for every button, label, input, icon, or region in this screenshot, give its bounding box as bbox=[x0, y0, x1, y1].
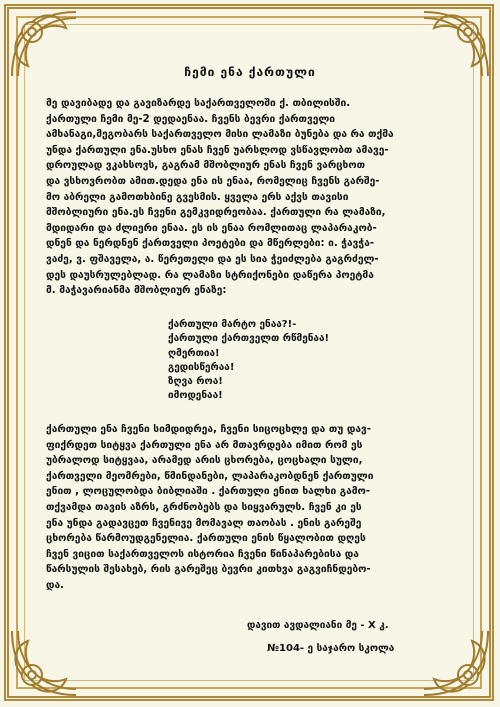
text-line: ამხანაგი,მეგობარს საქართველო მისი ლამაზი ბუნება და რა თქმა bbox=[46, 129, 394, 141]
text-line: მე დავიბადე და გავიზარდე საქართველოში ქ. თბილისში. bbox=[46, 98, 351, 109]
text-line: დროულად ვკახსოვს, გაგრამ მშობლიურ ენას ჩვენ ვარცხოთ bbox=[46, 160, 366, 172]
text-line: ქართველი მეომრები, წმინდანები, ლაპარაკობდნენ ქართული bbox=[46, 470, 374, 482]
text-line: ენით , ლოცულობდა ბიბლიაში . ქართული ენით ხალხი გამო- bbox=[46, 486, 371, 498]
text-line: მ. მაჭავარიანმა მშობლიურ ენაზე: bbox=[46, 285, 227, 297]
text-line: ვაძე, ვ. ფშაველა, ა. წერეთელი და ეს სია ჭეიძლება გაგრძელ- bbox=[46, 253, 379, 265]
text-line: და ვსხოვრობთ ამით.დედა ენა ის ენაა, რომელიც ჩვენს გარშე- bbox=[46, 175, 380, 187]
text-line: ფიქრდეთ სიტყვა ქართული ენა არ მთავრდება იმით რომ ეს bbox=[46, 439, 363, 451]
text-line: ქართული ჩემი მე-2 დედაენაა. ჩვენს ბევრი ქართველი bbox=[46, 113, 336, 125]
text-line: ჩვენ ვიცით საქართველოს ისტორია ჩვენი წინაპარებისა და bbox=[46, 548, 359, 560]
poem-quote bbox=[168, 318, 329, 404]
text-line: ენა უნდა გადავცეთ ჩვენივე მომავალ თაობას . ენის გარეშე bbox=[46, 517, 362, 529]
text-line: მშობლიური ენა.ეს ჩვენი გემკვიდრეობაა. ქართული რა ლამაზი, bbox=[46, 207, 386, 219]
poem-line: ქართული მარტო ენაა?!- bbox=[168, 319, 297, 330]
essay-paragraph-1 bbox=[46, 96, 462, 299]
text-line: ქართული ენა ჩვენი სიმდიდრეა, ჩვენი სიცოცხლე და თუ დავ- bbox=[46, 424, 371, 435]
poem-line: ზღვა როა! bbox=[168, 376, 223, 388]
author-signature: დავით ავდალიანი მე - X კ. bbox=[247, 620, 389, 631]
poem-line: გედისწერაა! bbox=[168, 361, 235, 373]
text-line: დეს დაუსრულებლად. რა ლამაზი სტრიქონები დაწერა პოეტმა bbox=[46, 269, 374, 281]
text-line: და. bbox=[46, 579, 65, 591]
school-name: №104- ე საჯარო სკოლა bbox=[267, 643, 395, 654]
essay-paragraph-2 bbox=[46, 422, 462, 594]
essay-title: ჩემი ენა ქართული bbox=[184, 65, 316, 79]
text-line: წარსულის შესახებ, რის გარეშეც ბევრი კითხვა გაგვიჩნდებო- bbox=[46, 564, 371, 576]
text-line: ცხორება წარმოუდგენელია. ქართული ენის წყალობით დღეს bbox=[46, 533, 366, 545]
poem-line: იმოდენაა! bbox=[168, 390, 223, 402]
text-line: მო აბრელი გამოთხბინე გვესმის. ყველა ერს აქვს თავისი bbox=[46, 191, 349, 203]
poem-line: ქართული ქართველთ რწმენაა! bbox=[168, 333, 330, 345]
text-line: უნდა ქართული ენა.უსხო ენას ჩვენ უარსლოდ ვსწავლობთ ამავე- bbox=[46, 144, 389, 156]
poem-line: ღმერთია! bbox=[168, 347, 220, 359]
text-line: მდიდარი და ძლიერი ენაა. ეს ის ენაა რომლითაც ლაპარაკობ- bbox=[46, 222, 377, 234]
text-line: თქვამდა თავის აზრს, გრძნობებს და სიყვარულს. ჩვენ კი ეს bbox=[46, 501, 362, 513]
text-line: უბრალოდ სიტყვაა, არამედ არის ცხორება, ცოცხალი სული, bbox=[46, 455, 363, 467]
text-line: დნენ და ნერდნენ ქართველი პოეტები და მწერლები: ი. ჭავჭა- bbox=[46, 238, 375, 250]
